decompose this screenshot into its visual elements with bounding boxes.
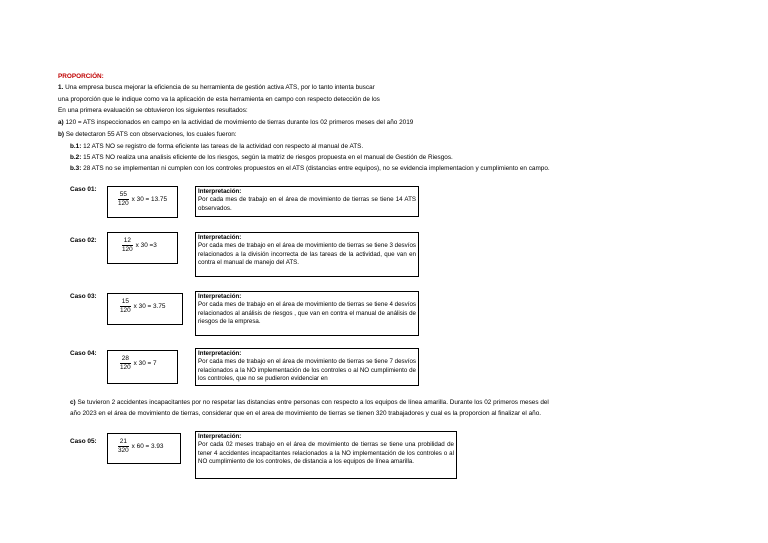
intro-line-1 — [58, 84, 375, 92]
case-2-label: Caso 02: — [70, 237, 97, 244]
case-5-interpretation-title: Interpretación: — [198, 433, 242, 440]
point-b2-text: 15 ATS NO realiza una analisis eficiente de los riesgos, según la matriz de riesgos propuesta en el manual de Gestión de Riesgos. — [81, 154, 453, 161]
case-1-operation: x 30 = 13.75 — [131, 196, 168, 203]
point-b1-text: 12 ATS NO se registro de forma eficiente las tareas de la actividad con respecto al manual de ATS. — [81, 143, 364, 150]
point-b1 — [70, 143, 363, 151]
case-1-formula — [116, 191, 167, 208]
point-b-text: Se detectaron 55 ATS con observaciones, los cuales fueron: — [64, 131, 237, 138]
case-3-interpretation-text: Por cada mes de trabajo en el área de movimiento de tierras se tiene 4 desvíos relacionados al análisis de riesgos , que van en contra el manual de análisis de riesgos de la empresa. — [198, 301, 416, 325]
item-number: 1. — [58, 84, 64, 91]
point-b3-text: 28 ATS no se implementan ni cumplen con los controles propuestos en el ATS (distancias entre equipos), no se evidencia implementacion y cumplimiento en campo. — [81, 165, 550, 172]
case-2-interpretation-box — [195, 232, 419, 277]
case-4-formula-box — [107, 350, 178, 384]
point-b2 — [70, 154, 453, 162]
point-a — [58, 119, 413, 127]
intro-text: Una empresa busca mejorar la eficiencia de su herramienta de gestión activa ATS, por lo tanto intenta buscar — [63, 84, 375, 91]
case-4-interpretation-text: Por cada mes de trabajo en el área de movimiento de tierras se tiene 7 desvíos relacionados a la NO implementación de los controles o al NO cumplimiento de los controles, que no se pudieron evidenciar en — [198, 358, 416, 382]
case-3-label: Caso 03: — [70, 293, 97, 300]
point-b — [58, 131, 237, 139]
case-3-interpretation-title: Interpretación: — [198, 293, 242, 300]
case-5-formula-box — [107, 433, 181, 464]
point-b1-label: b.1: — [70, 143, 82, 150]
intro-line-2: una proporción que le indique como va la aplicación de esta herramienta en campo con respecto detección de los — [58, 96, 380, 103]
point-a-text: 120 = ATS inspeccionados en campo en la actividad de movimiento de tierras durante los 02 primeros meses del año 2019 — [63, 119, 414, 126]
point-c-line-2: año 2023 en el área de movimiento de tierras, considerar que en el area de movimiento de tierras se tienen 320 trabajadores y cual es la proporcion al finalizar el año. — [70, 410, 542, 417]
intro-line-3: En una primera evaluación se obtuvieron los siguientes resultados: — [58, 107, 248, 114]
case-3-operation: x 30 = 3.75 — [133, 303, 166, 310]
case-5-operation: x 60 = 3.93 — [131, 443, 164, 450]
case-2-formula-box — [107, 232, 178, 264]
case-1-numerator: 55 — [119, 191, 127, 198]
case-4-numerator: 28 — [121, 355, 129, 362]
case-4-operation: x 30 = 7 — [133, 360, 157, 367]
case-4-denominator: 120 — [120, 364, 131, 371]
case-1-interpretation-title: Interpretación: — [198, 188, 242, 195]
case-3-numerator: 15 — [121, 298, 129, 305]
point-b3 — [70, 165, 550, 173]
case-2-interpretation-title: Interpretación: — [198, 234, 242, 241]
point-b3-label: b.3: — [70, 165, 82, 172]
case-3-denominator: 120 — [120, 307, 131, 314]
point-c-line-1 — [70, 399, 549, 407]
case-4-interpretation-title: Interpretación: — [198, 350, 242, 357]
case-2-operation: x 30 =3 — [135, 242, 157, 249]
case-1-label: Caso 01: — [70, 186, 97, 193]
case-5-numerator: 21 — [119, 438, 127, 445]
case-5-label: Caso 05: — [70, 438, 97, 445]
point-c-label: c) — [70, 399, 76, 406]
case-3-formula-box — [107, 293, 183, 325]
case-5-interpretation-box — [195, 431, 457, 479]
point-c-text: Se tuvieron 2 accidentes incapacitantes por no respetar las distancias entre personas con respecto a los equipos de línea amarilla. Durante los 02 primeros meses del — [75, 399, 549, 406]
case-3-interpretation-box — [195, 291, 419, 336]
point-b2-label: b.2: — [70, 154, 82, 161]
point-a-label: a) — [58, 119, 64, 126]
case-2-numerator: 12 — [123, 237, 131, 244]
case-5-denominator: 320 — [118, 447, 129, 454]
case-2-interpretation-text: Por cada mes de trabajo en el área de movimiento de tierras se tiene 3 desvíos relacionados a la división incorrecta de las tareas de la actividad, que van en contra el manual de manejo del ATS. — [198, 242, 416, 266]
case-1-denominator: 120 — [118, 200, 129, 207]
case-5-formula — [116, 438, 163, 455]
point-b-label: b) — [58, 131, 65, 138]
case-1-interpretation-text: Por cada mes de trabajo en el área de movimiento de tierras se tiene 14 ATS observados. — [198, 196, 416, 212]
case-2-denominator: 120 — [122, 246, 133, 253]
page-title: PROPORCIÓN: — [58, 73, 104, 80]
case-3-formula — [118, 298, 165, 315]
case-4-formula — [118, 355, 157, 372]
case-5-interpretation-text: Por cada 02 meses trabajo en el área de movimiento de tierras se tiene una probilidad de tener 4 accidentes incapacitantes relacionados a la NO implementación de los controles o al NO cumplimiento de los controles, de distancia a los equipos de línea amarilla. — [198, 441, 454, 465]
case-2-formula — [120, 237, 157, 254]
case-1-interpretation-box — [195, 186, 419, 217]
case-1-formula-box — [107, 186, 178, 218]
case-4-interpretation-box — [195, 348, 419, 386]
case-4-label: Caso 04: — [70, 350, 97, 357]
